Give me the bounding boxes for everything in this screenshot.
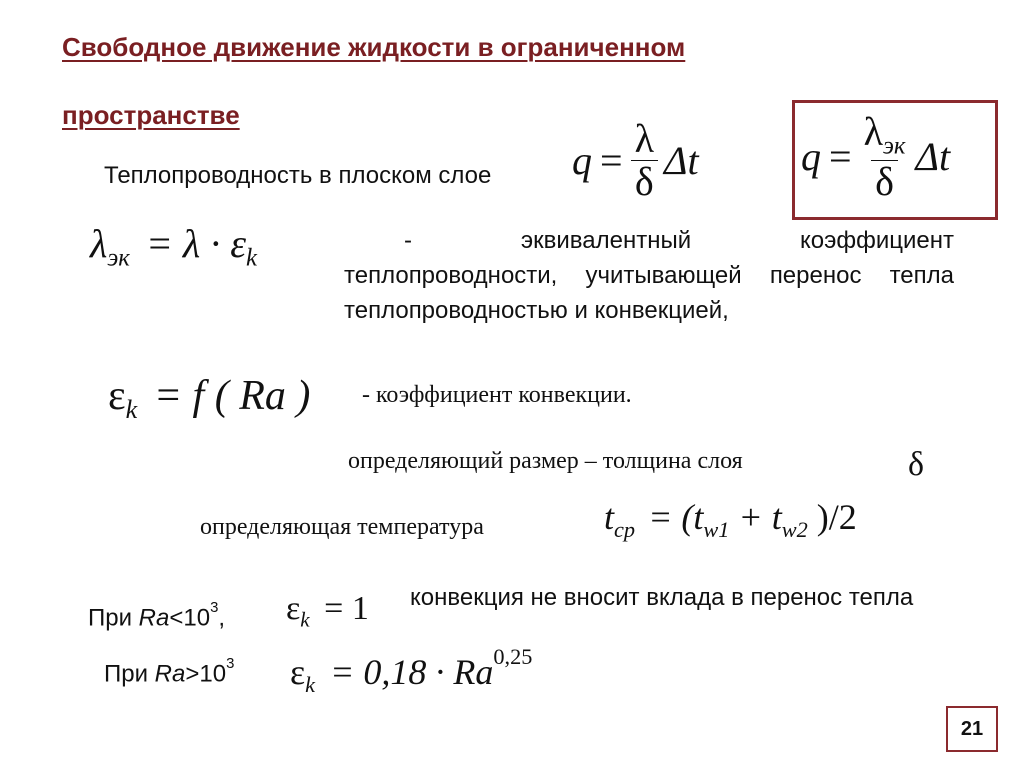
rhs-open: = (t	[648, 497, 704, 537]
size-label: определяющий размер – толщина слоя	[348, 448, 743, 474]
epsilon-symbol: ε	[286, 590, 301, 627]
lambda-symbol: λ	[90, 221, 108, 266]
lambda-ek-formula	[90, 220, 257, 273]
equals-sign: =	[600, 138, 623, 183]
rhs-close: )/2	[816, 497, 857, 537]
case1-formula	[286, 590, 369, 632]
lambda-symbol: λ	[634, 116, 654, 161]
case1-condition	[88, 600, 225, 632]
slide-title-line2: пространстве	[62, 100, 240, 130]
eps-subscript: k	[245, 244, 257, 272]
epsilon-symbol: ε	[108, 373, 126, 419]
lambda-ek-over-delta	[860, 111, 910, 203]
delta-symbol: δ	[871, 160, 898, 203]
eps-subscript: k	[300, 607, 310, 632]
plus-t: + t	[738, 497, 782, 537]
case1-inequality: <10	[169, 604, 211, 632]
eps-k-formula	[108, 372, 310, 425]
case2-condition	[104, 656, 234, 688]
lambda-ek-description: - эквивалентный коэффициент теплопроводности, учитывающей перенос тепла теплопроводностью и конвекцией,	[344, 227, 954, 324]
page-number: 21	[946, 706, 998, 752]
case1-prefix: При	[88, 604, 139, 632]
q-symbol: q	[801, 134, 821, 180]
eps-k-rhs: = f ( Ra )	[153, 373, 311, 419]
conduction-label: Теплопроводность в плоском слое	[104, 162, 492, 189]
case1-text: конвекция не вносит вклада в перенос тепла	[410, 584, 914, 611]
temperature-formula	[604, 496, 857, 543]
delta-t: Δt	[663, 138, 699, 183]
boxed-formula	[801, 111, 950, 203]
case1-rhs: = 1	[324, 590, 369, 627]
lambda-subscript: эк	[882, 132, 906, 160]
eps-subscript: k	[125, 395, 138, 425]
ra-symbol: Ra	[138, 604, 170, 632]
exponent: 0,25	[493, 644, 533, 669]
case2-inequality: >10	[185, 660, 227, 688]
case2-formula	[290, 644, 532, 698]
ra-symbol: Ra	[154, 660, 186, 688]
equals-sign: =	[829, 134, 852, 180]
t-symbol: t	[604, 497, 615, 537]
temperature-label: определяющая температура	[200, 514, 484, 540]
exponent: 3	[226, 656, 235, 672]
lambda-ek-rhs: = λ · ε	[145, 221, 246, 266]
q-symbol: q	[572, 138, 592, 183]
eps-subscript: k	[305, 671, 316, 697]
case2-rhs: = 0,18 · Ra	[330, 652, 494, 693]
eps-k-description: - коэффициент конвекции.	[362, 382, 632, 408]
case2-prefix: При	[104, 660, 155, 688]
lambda-over-delta	[631, 118, 658, 203]
exponent: 3	[210, 600, 219, 616]
w1-subscript: w1	[703, 516, 730, 542]
lambda-subscript: эк	[107, 244, 130, 272]
epsilon-symbol: ε	[290, 652, 306, 693]
t-subscript: cp	[614, 516, 636, 542]
boxed-formula-frame	[792, 100, 998, 220]
delta-symbol: δ	[631, 160, 658, 203]
comma: ,	[218, 604, 226, 632]
delta-t: Δt	[915, 134, 951, 180]
conduction-formula	[572, 118, 699, 203]
slide-title-line1: Свободное движение жидкости в ограниченном	[62, 32, 686, 62]
lambda-symbol: λ	[863, 109, 883, 154]
w2-subscript: w2	[781, 516, 808, 542]
delta-symbol: δ	[908, 446, 925, 483]
